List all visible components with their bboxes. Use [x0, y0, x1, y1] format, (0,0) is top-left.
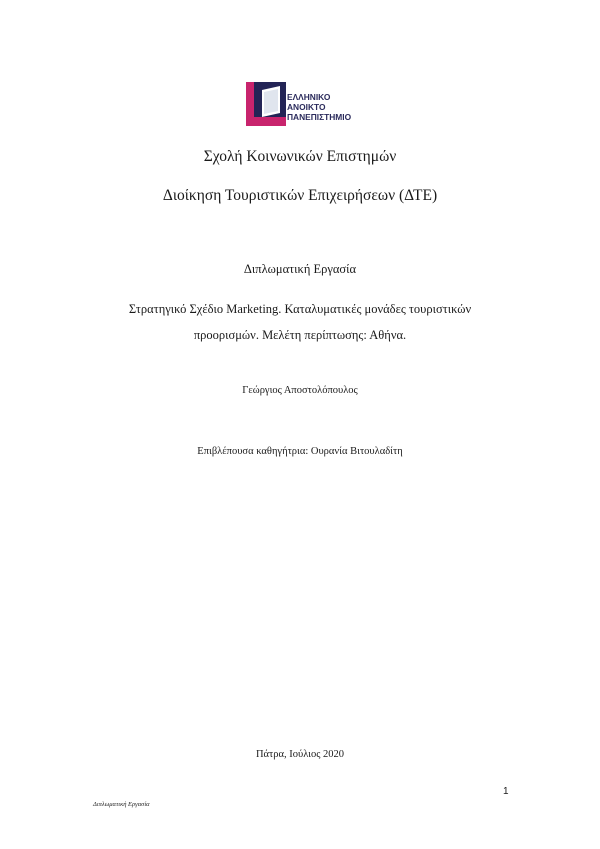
logo-line: ΠΑΝΕΠΙΣΤΗΜΙΟ — [287, 112, 352, 122]
university-logo — [246, 82, 366, 128]
thesis-type: Διπλωματική Εργασία — [243, 262, 357, 276]
logo-line: ΕΛΛΗΝΙΚΟ — [287, 92, 331, 102]
place-date: Πάτρα, Ιούλιος 2020 — [255, 749, 345, 760]
school-name: Σχολή Κοινωνικών Επιστημών — [203, 148, 397, 165]
footer-text: Διπλωματική Εργασία — [93, 801, 150, 808]
logo-line: ΑΝΟΙΚΤΟ — [287, 102, 326, 112]
program-name: Διοίκηση Τουριστικών Επιχειρήσεων (ΔΤΕ) — [162, 187, 438, 204]
author-name: Γεώργιος Αποστολόπουλος — [242, 385, 358, 396]
page-number: 1 — [503, 786, 509, 797]
logo-text — [287, 92, 351, 122]
supervisor: Επιβλέπουσα καθηγήτρια: Ουρανία Βιτουλαδίτη — [197, 446, 403, 457]
thesis-title-line: Στρατηγικό Σχέδιο Marketing. Καταλυματικές μονάδες τουριστικών — [128, 302, 472, 316]
thesis-title-line: προορισμών. Μελέτη περίπτωσης: Αθήνα. — [193, 328, 407, 342]
thesis-title — [0, 296, 600, 348]
hellenic-open-university-logo-icon — [246, 82, 286, 126]
